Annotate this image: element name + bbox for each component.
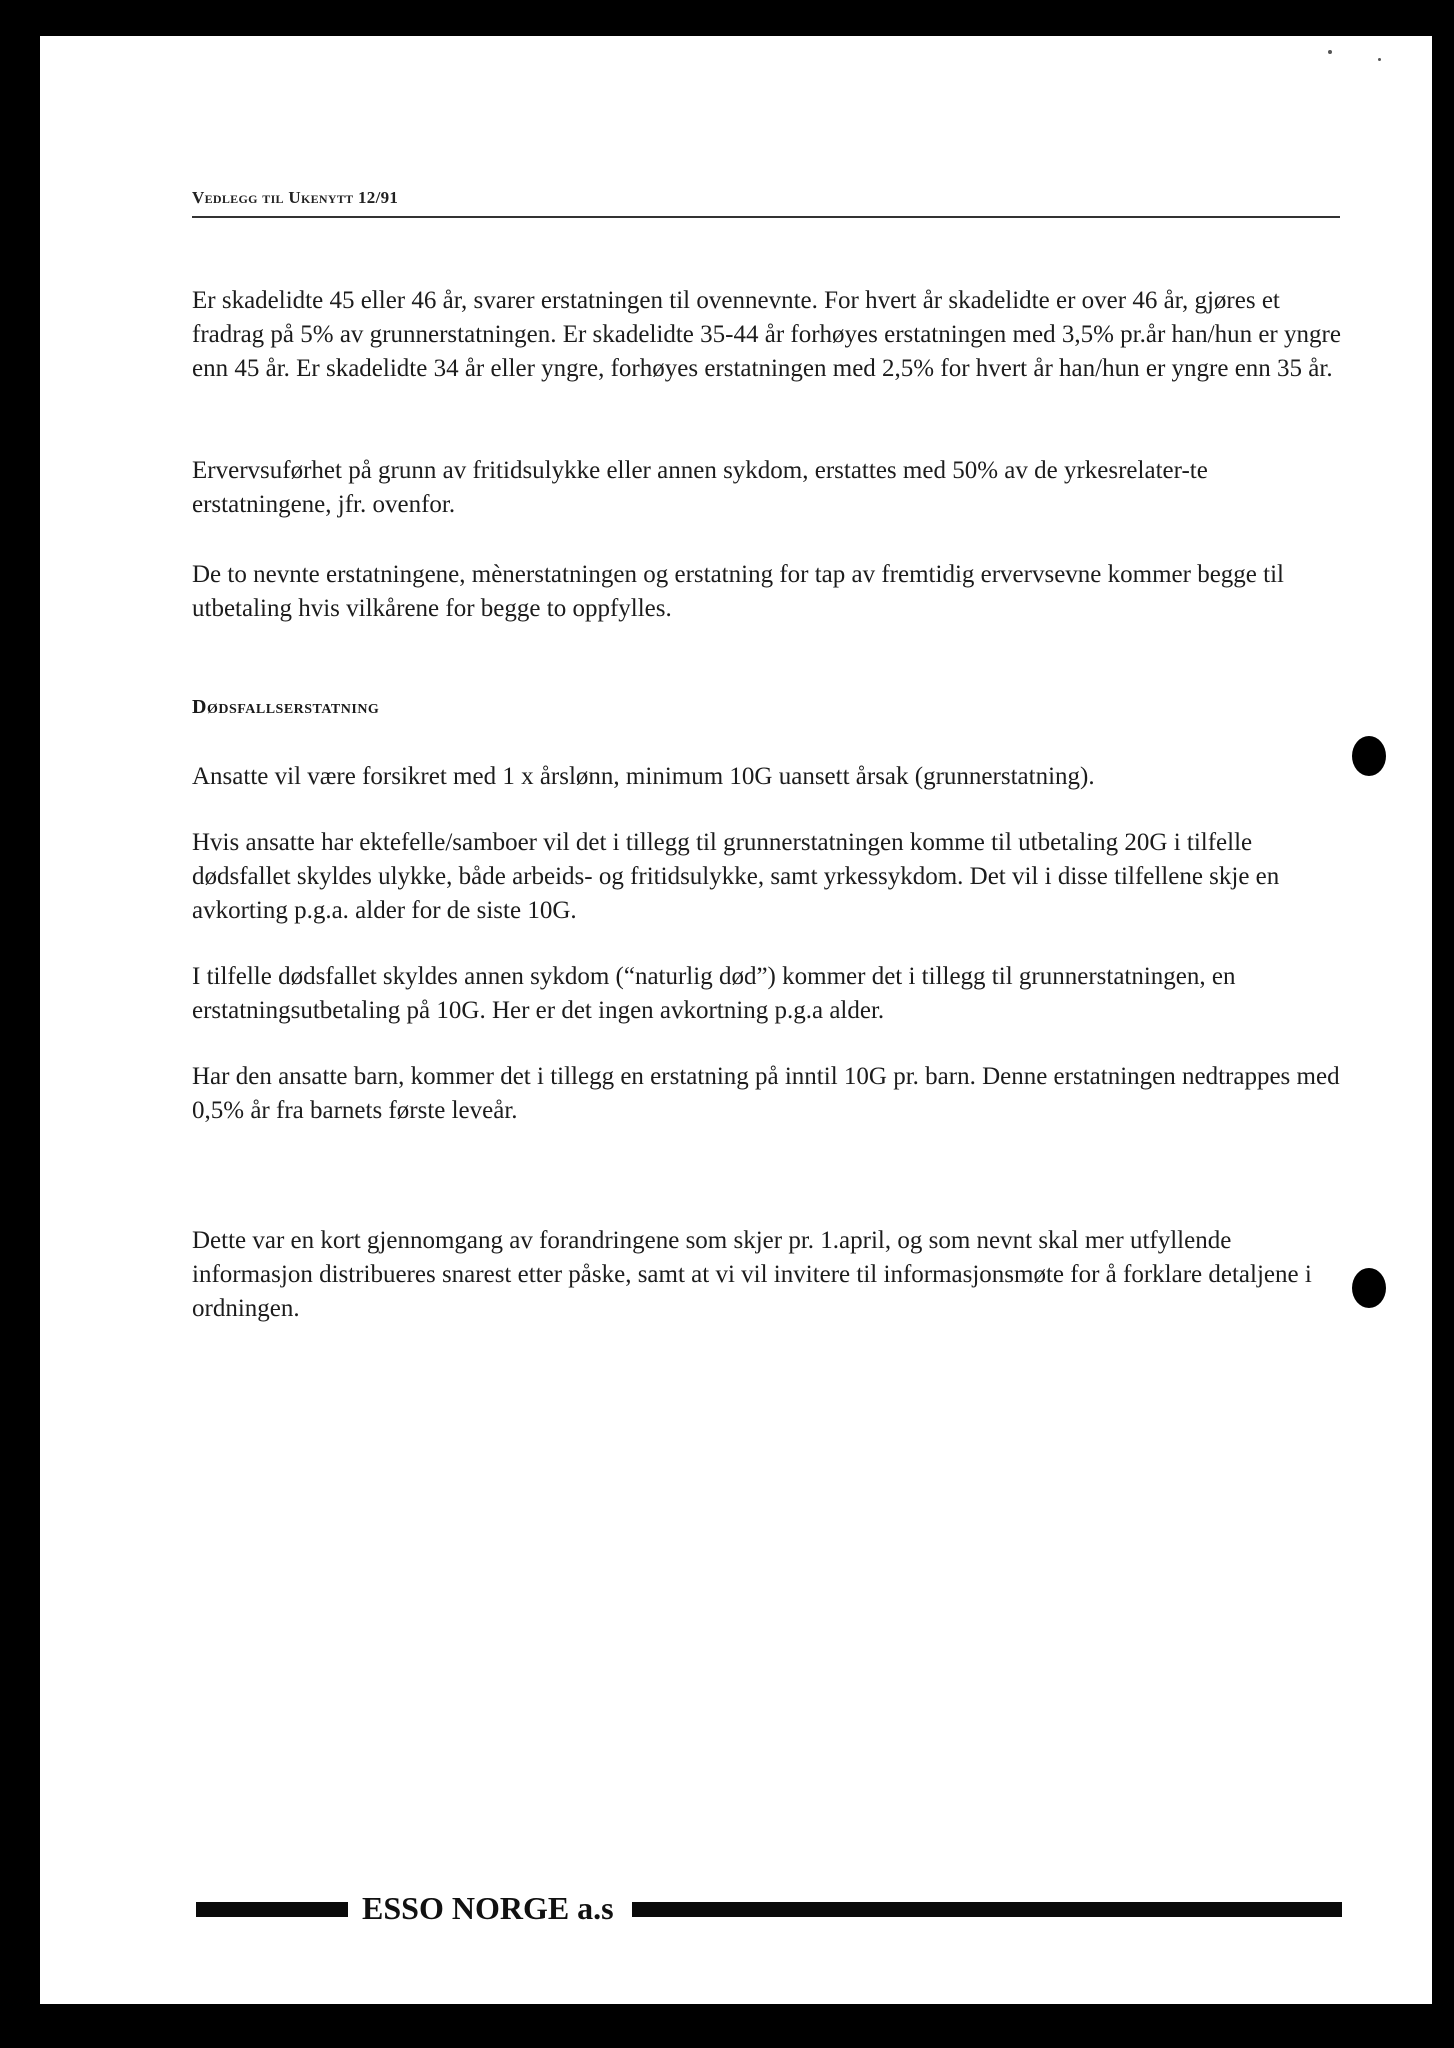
footer-bar-right [632, 1902, 1342, 1917]
header-rule [192, 216, 1340, 218]
document-page [40, 36, 1432, 2004]
punch-hole [1352, 1268, 1386, 1308]
paragraph-both-compensations: De to nevnte erstatningene, mènerstatningen og erstatning for tap av fremtidig ervervsevne kommer begge til utbetaling hvis vilkårene for begge to oppfylles. [192, 561, 1284, 622]
scan-speck [1378, 58, 1381, 61]
paragraph-disability: Ervervsuførhet på grunn av fritidsulykke eller annen sykdom, erstattes med 50% av de yrkesrelater-te erstatningene, jfr. ovenfor. [192, 457, 1208, 518]
paragraph-natural-death: I tilfelle dødsfallet skyldes annen sykdom (“naturlig død”) kommer det i tillegg til grunnerstatningen, en erstatningsutbetaling på 10G. Her er det ingen avkortning p.g.a alder. [192, 963, 1236, 1024]
paragraph-basic-insurance: Ansatte vil være forsikret med 1 x årslønn, minimum 10G uansett årsak (grunnerstatning). [192, 763, 1095, 790]
paragraph-children: Har den ansatte barn, kommer det i tillegg en erstatning på inntil 10G pr. barn. Denne erstatningen nedtrappes med 0,5% år fra barnets første leveår. [192, 1063, 1340, 1124]
paragraph-spouse: Hvis ansatte har ektefelle/samboer vil det i tillegg til grunnerstatningen komme til utbetaling 20G i tilfelle dødsfallet skyldes ulykke, både arbeids- og fritidsulykke, samt yrkessykdom. Det vil i disse tilfellene skje en avkorting p.g.a. alder for de siste 10G. [192, 829, 1280, 924]
scan-speck [1328, 50, 1332, 54]
header-title: Vedlegg til Ukenytt 12/91 [192, 188, 399, 207]
footer-bar-left [196, 1902, 348, 1917]
footer-company: ESSO NORGE a.s [362, 1890, 614, 1926]
punch-hole [1352, 736, 1386, 776]
section-heading: Dødsfallserstatning [192, 696, 380, 718]
paragraph-closing: Dette var en kort gjennomgang av forandringene som skjer pr. 1.april, og som nevnt skal mer utfyllende informasjon distribueres snarest etter påske, samt at vi vil invitere til informasjonsmøte for å forklare detaljene i ordningen. [192, 1227, 1312, 1322]
paragraph-age-adjustment: Er skadelidte 45 eller 46 år, svarer erstatningen til ovennevnte. For hvert år skadelidte er over 46 år, gjøres et fradrag på 5% av grunnerstatningen. Er skadelidte 35-44 år forhøyes erstatningen med 3,5% pr.år han/hun er yngre enn 45 år. Er skadelidte 34 år eller yngre, forhøyes erstatningen med 2,5% for hvert år han/hun er yngre enn 35 år. [192, 287, 1341, 382]
